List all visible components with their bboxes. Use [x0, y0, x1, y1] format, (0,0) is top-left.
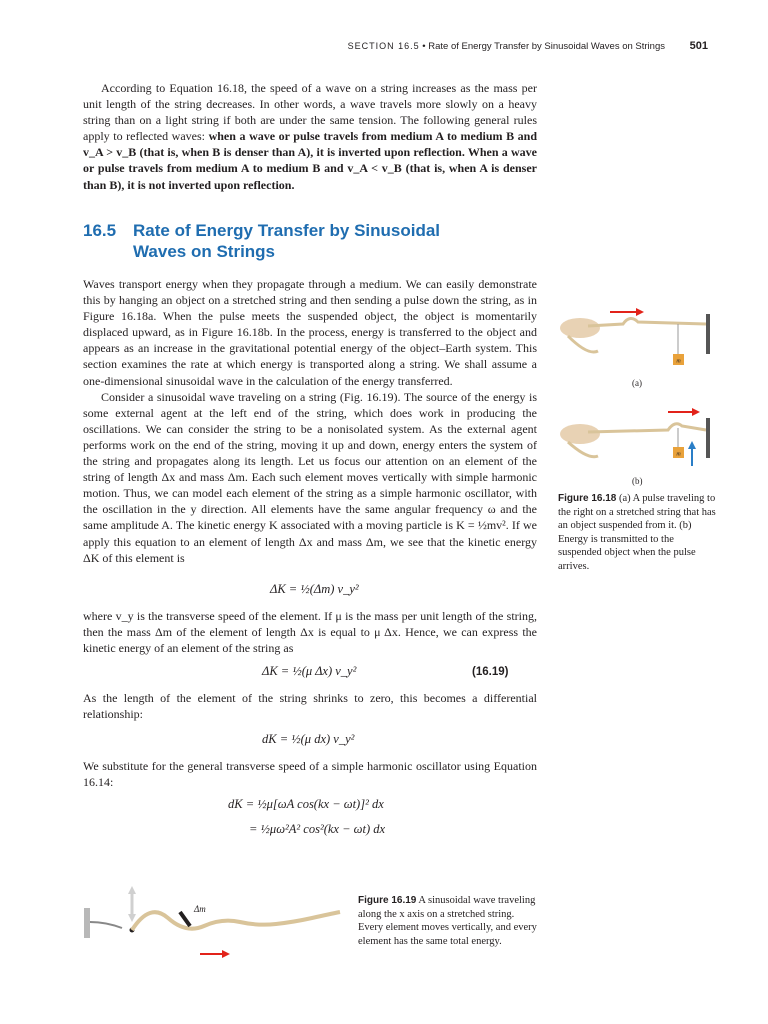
equation-2: ΔK = ½(μ Δx) v_y² — [262, 664, 357, 678]
section-number: 16.5 — [83, 221, 117, 240]
paragraph-3-wrap — [83, 608, 537, 656]
paragraph-1: Waves transport energy when they propagate through a medium. We can easily demonstrate this by hanging an object on a stretched string and then sending a pulse down the string, as in Figure 16.18a. When the pulse meets the suspended object, the object is momentarily displaced upward, as in Figure 16.18b. In the process, energy is transferred to the object and appears as an increase in the gravitational potential energy of the object–Earth system. This section examines the rate at which energy is transported along a string. We shall assume a one-dimensional sinusoidal wave in the calculation of the energy transferred. — [83, 277, 537, 388]
element-dm — [180, 912, 190, 926]
paragraph-5-wrap — [83, 758, 537, 790]
equation-4-line2: = ½μω²A² cos²(kx − ωt) dx — [249, 822, 386, 836]
wall-support-b — [706, 418, 710, 458]
equation-3: dK = ½(μ dx) v_y² — [262, 732, 355, 746]
equation-4-line1: dK = ½μ[ωA cos(kx − ωt)]² dx — [228, 797, 384, 811]
oscillation-arrow-down — [128, 914, 136, 922]
intro-text: According to Equation 16.18, the speed of a wave on a string increases as the mass per unit length of the string decreases. In other words, a wave travels more slowly on a heavy string than on a light string if both are under the same tension. The following general rules apply to reflected waves: — [83, 81, 537, 144]
paragraph-2: Consider a sinusoidal wave traveling on a string (Fig. 16.19). The source of the energy is some external agent at the left end of the string, which does work in producing the oscillations. We can consider the string to be a nonisolated system. As the external agent performs work on the end of the string, moving it up and down, energy enters the system of the string and propagates along its length. Let us focus our attention on an element of the string of length Δx and mass Δm. Each such element moves vertically with simple harmonic motion. Thus, we can model each element of the string as a simple harmonic oscillator, with the oscillation in the y direction. All elements have the same angular frequency ω and the same amplitude A. The kinetic energy K associated with a moving particle is K = ½mv². If we apply this equation to an element of length Δx and mass Δm, we see that the kinetic energy ΔK of this element is — [83, 389, 537, 565]
figure-16-18a — [558, 296, 718, 376]
paragraph-3: where v_y is the transverse speed of the element. If μ is the mass per unit length of the string, then the mass Δm of the element of length Δx is equal to μ Δx. Hence, we can express the kinetic energy of an element of the string as — [83, 609, 537, 656]
mass-label-a: m — [676, 358, 681, 365]
paragraph-4: As the length of the element of the string shrinks to zero, this becomes a differential relationship: — [83, 691, 537, 722]
figure-16-18-label-a: (a) — [632, 378, 642, 388]
figure-16-19-caption-label: Figure 16.19 — [358, 895, 417, 906]
wall-support — [706, 314, 710, 354]
hand-shape — [560, 318, 600, 338]
figure-16-18-caption-text: (a) A pulse traveling to the right on a stretched string that has an object suspended from it. (b) Energy is transmitted to the suspended object when the pulse arrives. — [558, 493, 716, 572]
running-head-bullet: • — [422, 41, 426, 52]
figure-16-18b — [558, 404, 718, 474]
rope-with-pulse — [588, 318, 706, 326]
figure-16-19-caption — [358, 894, 538, 948]
paragraph-5: We substitute for the general transverse speed of a simple harmonic oscillator using Equation 16.14: — [83, 759, 537, 790]
up-arrow-head — [688, 441, 696, 449]
equation-1: ΔK = ½(Δm) v_y² — [270, 582, 359, 596]
driver-arm — [90, 922, 122, 928]
figure-16-18-label-b: (b) — [632, 476, 643, 486]
section-title-line2: Waves on Strings — [133, 242, 276, 261]
figure-16-19 — [82, 882, 342, 964]
rope-with-pulse-b — [588, 424, 706, 432]
intro-rule-bold: when a wave or pulse travels from medium A to medium B and v_A > v_B (that is, when B is denser than A), it is inverted upon reflection. When a wave or pulse travels from medium A to medium B and v_A < v_B (that is, when A is denser than B), it is not inverted upon reflection. — [83, 129, 538, 192]
body-paragraphs — [83, 276, 537, 566]
running-head-section: SECTION 16.5 — [347, 41, 420, 51]
figure-16-18-caption-label: Figure 16.18 — [558, 493, 617, 504]
mass-label-b: m — [676, 451, 681, 458]
left-support — [84, 908, 90, 938]
running-head — [300, 40, 708, 56]
rope-tail-b — [568, 442, 598, 457]
rope-tail — [568, 336, 598, 352]
section-title-line1: Rate of Energy Transfer by Sinusoidal — [133, 221, 441, 240]
equation-2-number: (16.19) — [472, 666, 509, 678]
section-heading — [83, 220, 543, 262]
pulse-arrow-b-head — [692, 408, 700, 416]
figure-16-18-caption — [558, 492, 718, 573]
running-head-title: Rate of Energy Transfer by Sinusoidal Waves on Strings — [428, 41, 665, 52]
page-number: 501 — [689, 40, 708, 52]
hand-shape-b — [560, 424, 600, 444]
paragraph-4-wrap — [83, 690, 537, 722]
intro-paragraph — [83, 80, 537, 193]
oscillation-arrow-up — [128, 886, 136, 894]
pulse-arrow-a-head — [636, 308, 644, 316]
sinusoidal-string — [132, 912, 340, 930]
element-dm-label: Δm — [194, 904, 206, 914]
propagation-arrow-head — [222, 950, 230, 958]
figure-16-19-caption-text: A sinusoidal wave traveling along the x axis on a stretched string. Every element moves vertically, and every element has the same total energy. — [358, 895, 537, 947]
